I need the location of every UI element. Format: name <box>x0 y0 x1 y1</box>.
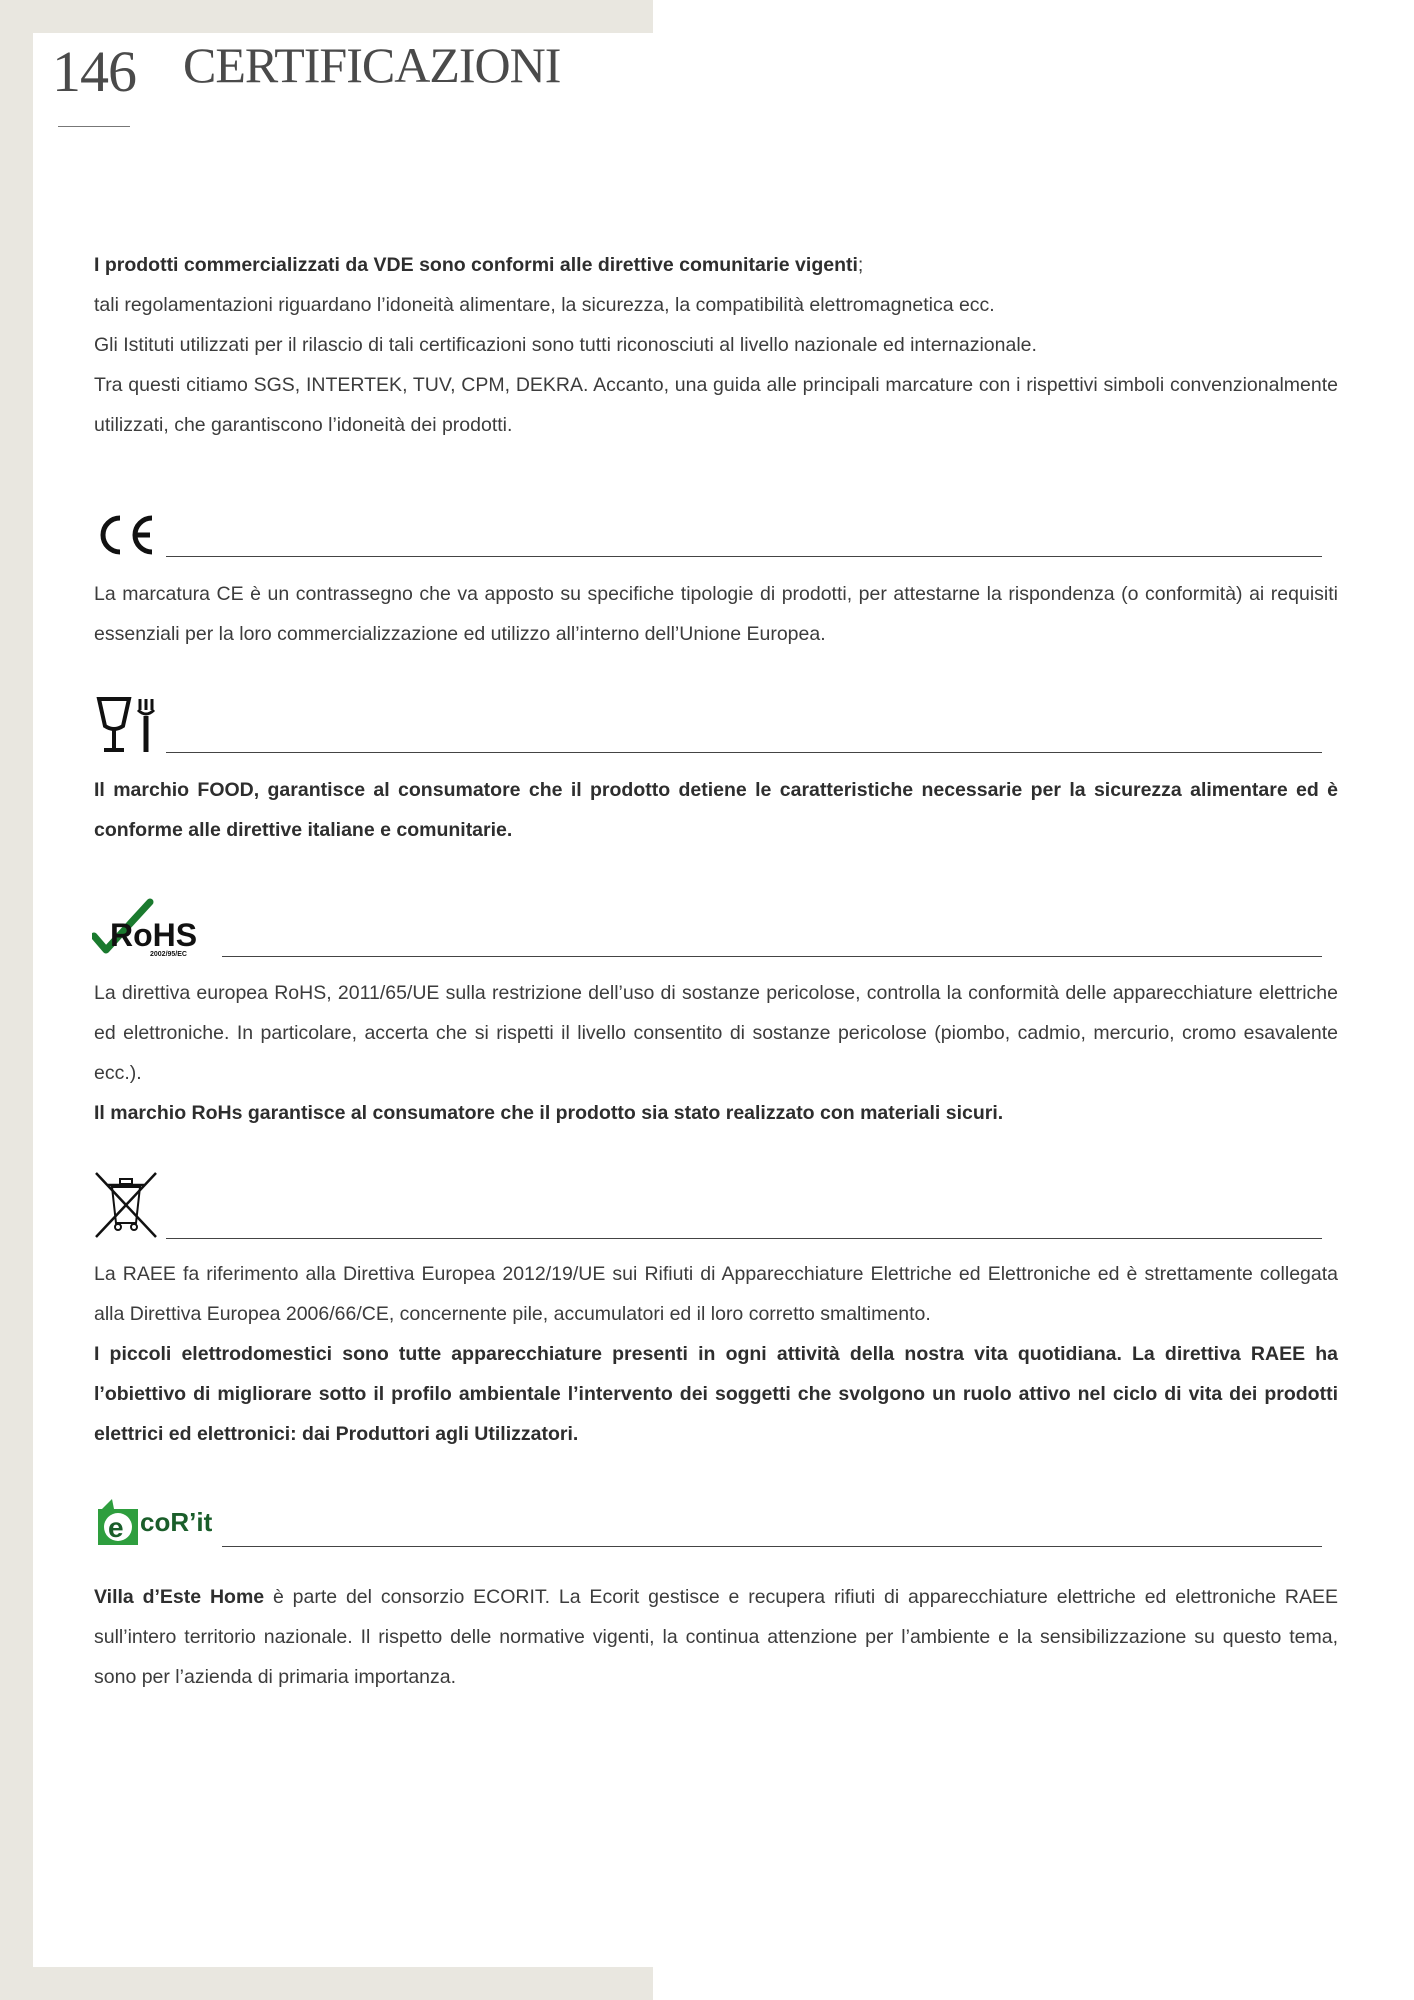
raee-rule <box>166 1238 1322 1239</box>
rohs-logo-subtext: 2002/95/EC <box>150 951 187 958</box>
ecorit-logo-icon <box>96 1497 226 1547</box>
page-number: 146 <box>52 39 136 104</box>
ecorit-brand: Villa d’Este Home <box>94 1586 265 1608</box>
intro-line-4: Tra questi citiamo SGS, INTERTEK, TUV, CPM, DEKRA. Accanto, una guida alle principali marcature con i rispettivi simboli convenzionalmente utilizzati, che garantiscono l’idoneità dei prodotti. <box>94 374 1338 436</box>
rohs-paragraph <box>94 973 1338 1133</box>
intro-line-3: Gli Istituti utilizzati per il rilascio di tali certificazioni sono tutti riconosciuti al livello nazionale ed internazionale. <box>94 334 1037 356</box>
bottom-band <box>653 1967 1414 2000</box>
page-title: CERTIFICAZIONI <box>183 37 561 93</box>
rohs-logo-text: RoHS <box>110 917 198 953</box>
raee-paragraph <box>94 1254 1338 1454</box>
rohs-text-bold: Il marchio RoHs garantisce al consumatore che il prodotto sia stato realizzato con materiali sicuri. <box>94 1102 1004 1124</box>
intro-paragraph <box>94 245 1338 445</box>
raee-text: La RAEE fa riferimento alla Direttiva Europea 2012/19/UE sui Rifiuti di Apparecchiature Elettriche ed Elettroniche ed è strettamente collegata alla Direttiva Europea 2006/66/CE, concernente pile, accumulatori ed il loro corretto smaltimento. <box>94 1263 1338 1325</box>
ecorit-logo-text: coR’it <box>140 1507 213 1537</box>
ecorit-logo-letter: e <box>108 1512 124 1543</box>
page-number-rule <box>58 126 130 127</box>
ecorit-paragraph <box>94 1577 1338 1697</box>
intro-lead-tail: ; <box>857 254 864 276</box>
glass-fork-icon <box>96 696 156 754</box>
ecorit-text: è parte del consorzio ECORIT. La Ecorit gestisce e recupera rifiuti di apparecchiature elettriche ed elettroniche RAEE sull’intero territorio nazionale. Il rispetto delle normative vigenti, la continua attenzione per l’ambiente e la sensibilizzazione su questo tema, sono per l’azienda di primaria importanza. <box>94 1586 1338 1688</box>
crossed-bin-icon <box>94 1171 158 1239</box>
intro-lead: I prodotti commercializzati da VDE sono conformi alle direttive comunitarie vigenti <box>94 254 858 276</box>
rohs-logo-icon <box>92 898 218 960</box>
ce-mark-icon <box>94 513 158 557</box>
food-text: Il marchio FOOD, garantisce al consumatore che il prodotto detiene le caratteristiche necessarie per la sicurezza alimentare ed è conforme alle direttive italiane e comunitarie. <box>94 779 1338 841</box>
ce-text: La marcatura CE è un contrassegno che va apposto su specifiche tipologie di prodotti, per attestarne la rispondenza (o conformità) ai requisiti essenziali per la loro commercializzazione ed utilizzo all’interno dell’Unione Europea. <box>94 583 1338 645</box>
food-rule <box>166 752 1322 753</box>
intro-line-2: tali regolamentazioni riguardano l’idoneità alimentare, la sicurezza, la compatibilità elettromagnetica ecc. <box>94 294 995 316</box>
raee-text-bold: I piccoli elettrodomestici sono tutte apparecchiature presenti in ogni attività della nostra vita quotidiana. La direttiva RAEE ha l’obiettivo di migliorare sotto il profilo ambientale l’intervento dei soggetti che svolgono un ruolo attivo nel ciclo di vita dei prodotti elettrici ed elettronici: dai Produttori agli Utilizzatori. <box>94 1343 1338 1445</box>
ecorit-rule <box>222 1546 1322 1547</box>
ce-rule <box>166 556 1322 557</box>
top-band <box>653 0 1414 33</box>
rohs-rule <box>222 956 1322 957</box>
rohs-text: La direttiva europea RoHS, 2011/65/UE sulla restrizione dell’uso di sostanze pericolose, controlla la conformità delle apparecchiature elettriche ed elettroniche. In particolare, accerta che si rispetti il livello consentito di sostanze pericolose (piombo, cadmio, mercurio, cromo esavalente ecc.). <box>94 982 1338 1084</box>
